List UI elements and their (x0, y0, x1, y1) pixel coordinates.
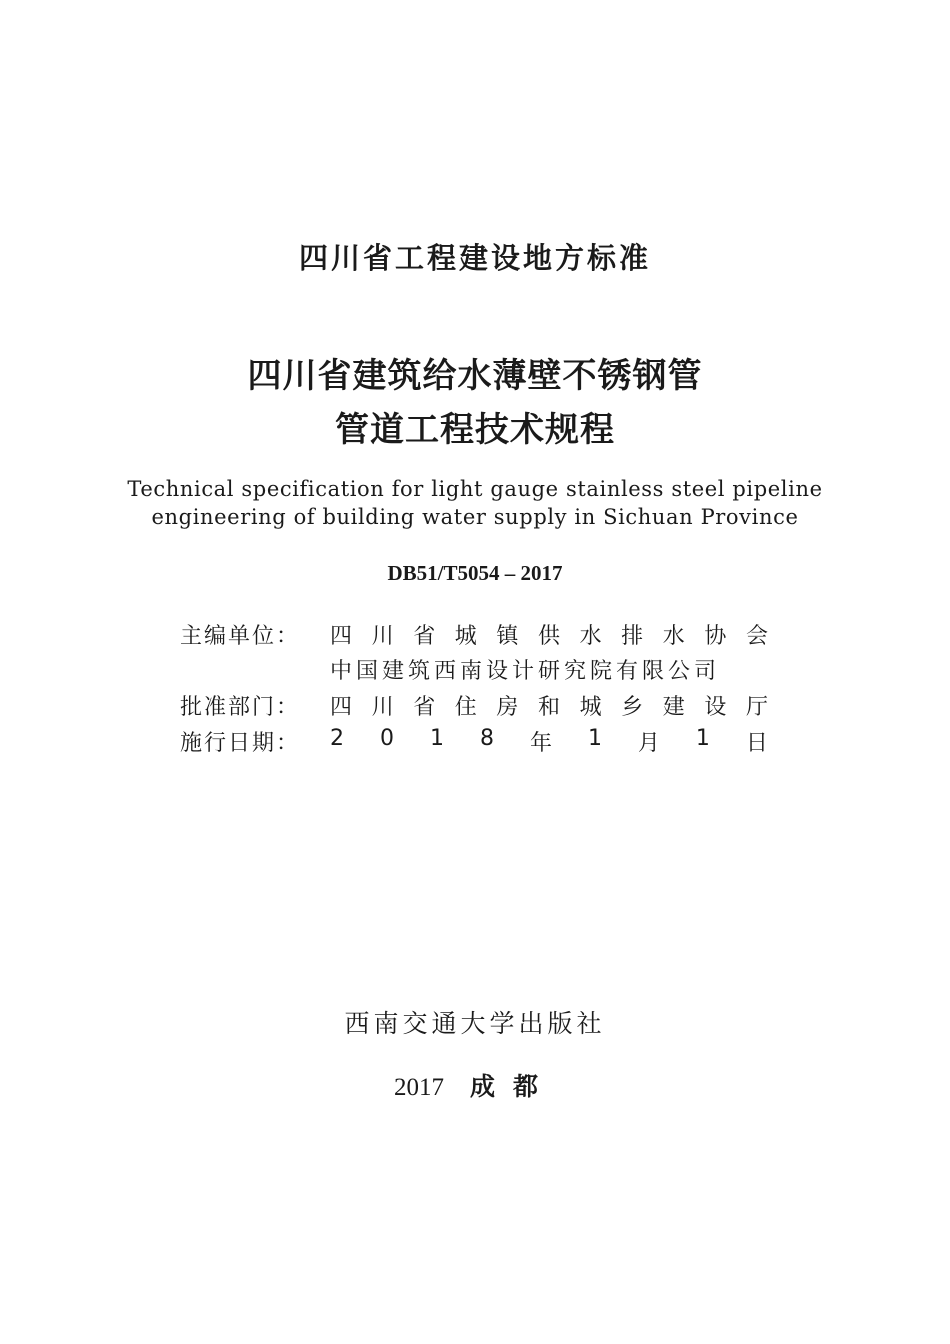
publish-city: 成都 (469, 1072, 556, 1101)
approver-char: 城 (579, 695, 602, 720)
editor-unit-1-char: 供 (537, 624, 560, 649)
standard-code: DB51/T5054 – 2017 (387, 561, 563, 585)
publisher: 西南交通大学出版社 (344, 1009, 606, 1038)
editor-unit-1-char: 省 (413, 624, 436, 649)
approver-label: 批准部门： (180, 695, 301, 720)
series-title: 四川省工程建设地方标准 (298, 241, 651, 275)
approver-unit (330, 690, 768, 721)
editor-unit-2: 中国建筑西南设计研究院有限公司 (330, 659, 721, 684)
editor-unit-1-char: 排 (621, 624, 644, 649)
editor-unit-1-char: 镇 (496, 624, 519, 649)
editor-unit-1-char: 协 (704, 624, 727, 649)
approver-char: 省 (413, 695, 436, 720)
approver-char: 乡 (621, 695, 644, 720)
approver-char: 川 (371, 695, 394, 720)
effective-date (330, 726, 768, 757)
editor-unit-1-char: 会 (745, 624, 768, 649)
approver-char: 住 (454, 695, 477, 720)
approver-char: 四 (330, 695, 353, 720)
date-char: 1 (695, 726, 710, 751)
editor-unit-1-char: 水 (579, 624, 602, 649)
date-char: 0 (379, 726, 394, 751)
editor-unit-1-char: 城 (454, 624, 477, 649)
editor-unit-1-char: 水 (662, 624, 685, 649)
publish-year: 2017 (393, 1074, 444, 1101)
approver-char: 厅 (745, 695, 768, 720)
date-char: 月 (637, 731, 660, 756)
title-en-line2: engineering of building water supply in Sichuan Province (151, 505, 799, 529)
editor-unit-1-char: 川 (371, 624, 394, 649)
approver-char: 房 (496, 695, 519, 720)
approver-char: 建 (662, 695, 685, 720)
approver-char: 设 (704, 695, 727, 720)
date-char: 8 (479, 726, 494, 751)
editor-label: 主编单位： (180, 624, 301, 649)
title-cn-line1: 四川省建筑给水薄壁不锈钢管 (247, 356, 703, 396)
date-label: 施行日期： (180, 731, 301, 756)
date-char: 年 (529, 731, 552, 756)
publish-place (0, 1067, 950, 1103)
approver-char: 和 (537, 695, 560, 720)
title-en-line1: Technical specification for light gauge stainless steel pipeline (127, 477, 823, 501)
date-char: 1 (587, 726, 602, 751)
title-cn-line2: 管道工程技术规程 (335, 410, 615, 450)
date-char: 2 (330, 726, 344, 751)
editor-unit-1 (330, 619, 768, 650)
date-char: 日 (745, 731, 768, 756)
editor-unit-1-char: 四 (330, 624, 353, 649)
date-char: 1 (429, 726, 444, 751)
